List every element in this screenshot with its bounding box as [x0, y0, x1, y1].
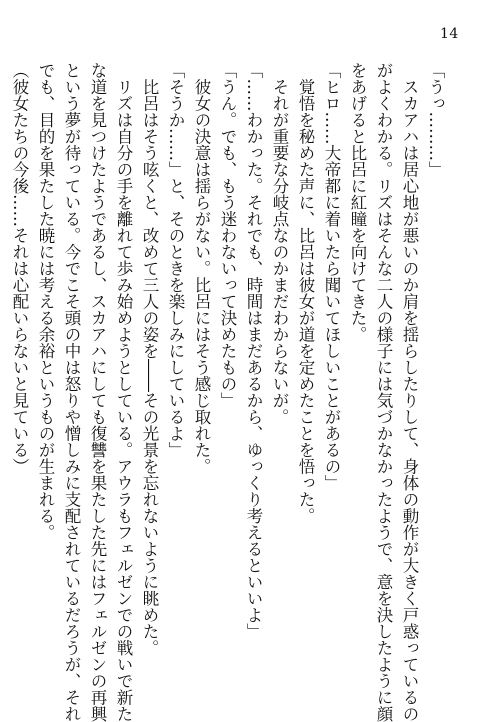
text-line: 「そうか……」と、そのときを楽しみにしているよ」	[166, 62, 185, 458]
text-line: 「うん。でも、もう迷わないって決めたもの」	[218, 62, 237, 409]
text-line: スカアハは居心地が悪いのか肩を揺らしたりして、身体の動作が大きく戸惑っているの	[400, 62, 419, 722]
text-line: 比呂はそう呟くと、改めて三人の姿を――その光景を忘れないように眺めた。	[140, 62, 159, 656]
text-line: 彼女の決意は揺らがない。比呂にはそう感じ取れた。	[192, 62, 211, 475]
text-line: をあげると比呂に紅瞳を向けてきた。	[348, 62, 367, 343]
text-line: リズは自分の手を離れて歩み始めようとしている。アウラもフェルゼンでの戦いで新た	[114, 62, 133, 722]
text-line: 「ヒロ……大帝都に着いたら聞いてほしいことがあるの」	[322, 62, 341, 491]
text-line: でも、目的を果たした暁には考える余裕というものが生まれる。	[36, 62, 55, 541]
text-line: 覚悟を秘めた声に、比呂は彼女が道を定めたことを悟った。	[296, 62, 315, 524]
text-line: という夢が待っている。今でこそ頭の中は怒りや憎しみに支配されているだろうが、それ	[62, 62, 81, 722]
text-line: 「うっ………」	[426, 62, 445, 178]
text-line: がよくわかる。リズはそんな二人の様子には気づかなかったようで、意を決したように顔	[374, 62, 393, 722]
text-line: な道を見つけたようであるし、スカアハにしても復讐を果たした先にはフェルゼンの再興	[88, 62, 107, 722]
text-line: （彼女たちの今後……それは心配いらないと見ている）	[10, 62, 29, 475]
novel-body-text	[10, 62, 448, 722]
page-number: 14	[440, 26, 459, 42]
text-line: 「……わかった。それでも、時間はまだあるから、ゆっくり考えるといいよ」	[244, 62, 263, 640]
text-line: それが重要な分岐点なのかまだわからないが。	[270, 62, 289, 425]
